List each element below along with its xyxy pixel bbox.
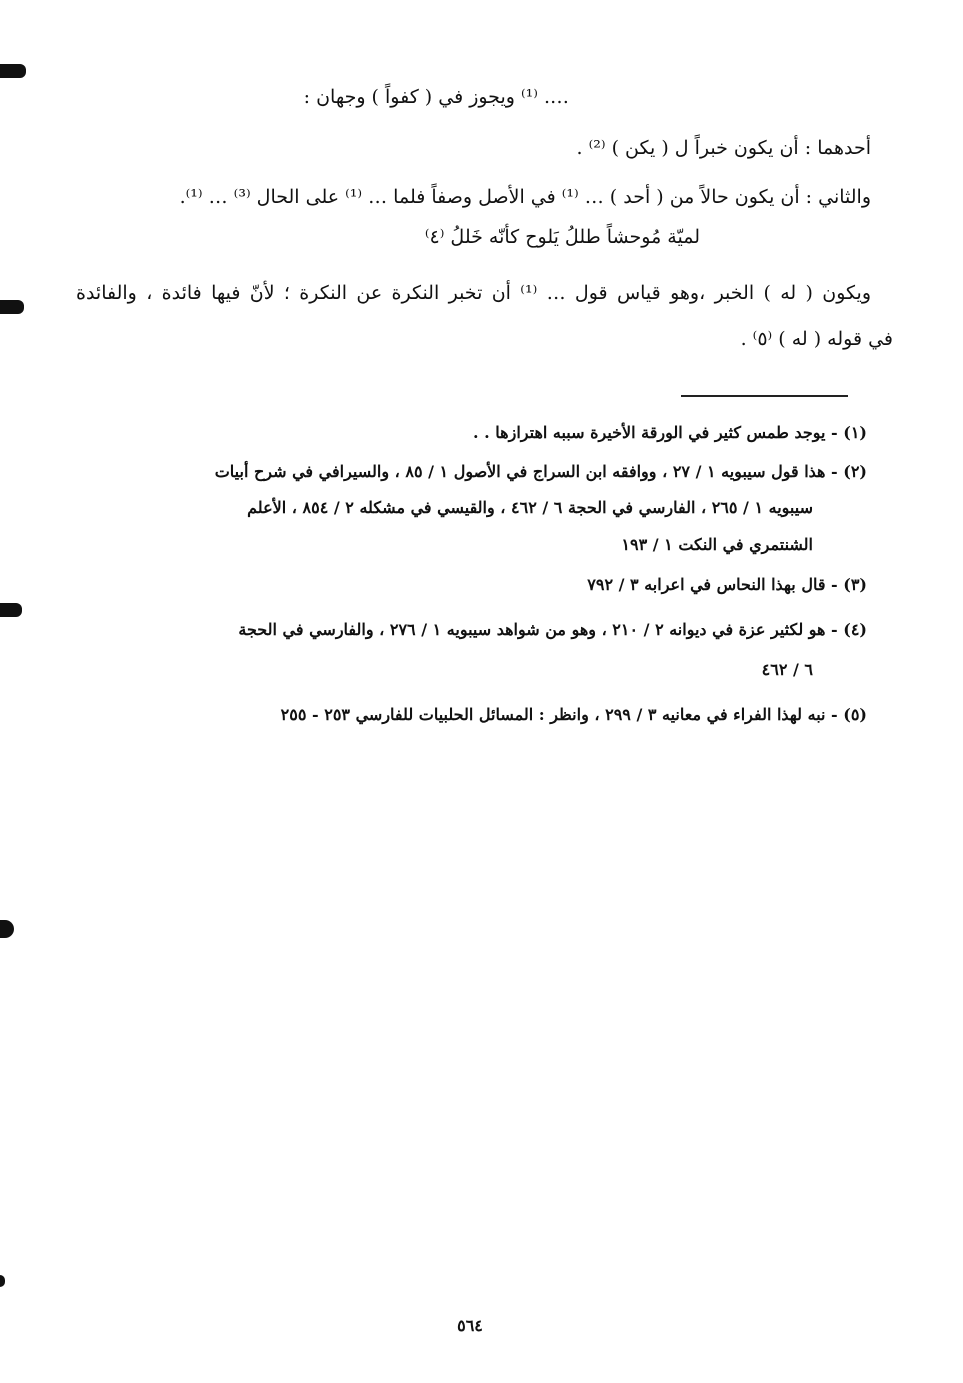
footnote-4-line-2: ٦ / ٤٦٢ (761, 660, 813, 679)
footnote-separator (681, 395, 848, 397)
body-line-4: ويكون ( له ) الخبر ،وهو قياس قول … ⁽¹⁾ أن تخبر النكرة عن النكرة ؛ لأنّ فيها فائدة ، والفائدة (76, 282, 871, 304)
page-number: ٥٦٤ (457, 1316, 483, 1335)
footnote-4-line-1: (٤) - هو لكثير عزة في ديوانه ٢ / ٢١٠ ، وهو من شواهد سيبويه ١ / ٢٧٦ ، والفارسي في الحجة (238, 620, 867, 639)
punch-hole-mark (0, 920, 14, 938)
footnote-5: (٥) - نبه لهذا الفراء في معانيه ٣ / ٢٩٩ ، وانظر : المسائل الحلبيات للفارسي ٢٥٣ - ٢٥٥ (280, 705, 867, 724)
punch-hole-mark (0, 64, 26, 78)
footnote-2-line-3: الشنتمري في النكت ١ / ١٩٣ (621, 535, 813, 554)
footnote-3: (٣) - قال بهذا النحاس في اعرابه ٣ / ٧٩٢ (587, 575, 867, 594)
body-line-3: والثاني : أن يكون حالاً من ( أحد ) … ⁽¹⁾ في الأصل وصفاً فلما … ⁽¹⁾ على الحال ⁽³⁾ … ⁽¹⁾. (179, 186, 871, 208)
punch-hole-mark (0, 300, 24, 314)
poetry-verse: لميّة مُوحشاً طللُ يَلوح كأنّه خَللُ ⁽٤⁾ (424, 226, 700, 248)
punch-hole-mark (0, 603, 22, 617)
body-line-2: أحدهما : أن يكون خبراً ل ( يكن ) ⁽²⁾ . (576, 137, 871, 159)
footnote-1: (١) - يوجد طمس كثير في الورقة الأخيرة سببه اهترازها . . (473, 423, 867, 442)
footnote-2-line-1: (٢) - هذا قول سيبويه ١ / ٢٧ ، ووافقه ابن السراج في الأصول ١ / ٨٥ ، والسيرافي في شرح أبيات (214, 462, 867, 481)
body-line-1: …. ⁽¹⁾ ويجوز في ( كفواً ) وجهان : (303, 86, 569, 108)
punch-hole-mark (0, 1275, 5, 1287)
body-line-5: في قوله ( له ) ⁽٥⁾ . (740, 328, 893, 350)
footnote-2-line-2: سيبويه ١ / ٢٦٥ ، الفارسي في الحجة ٦ / ٤٦٢ ، والقيسي في مشكله ٢ / ٨٥٤ ، الأعلم (247, 498, 813, 517)
